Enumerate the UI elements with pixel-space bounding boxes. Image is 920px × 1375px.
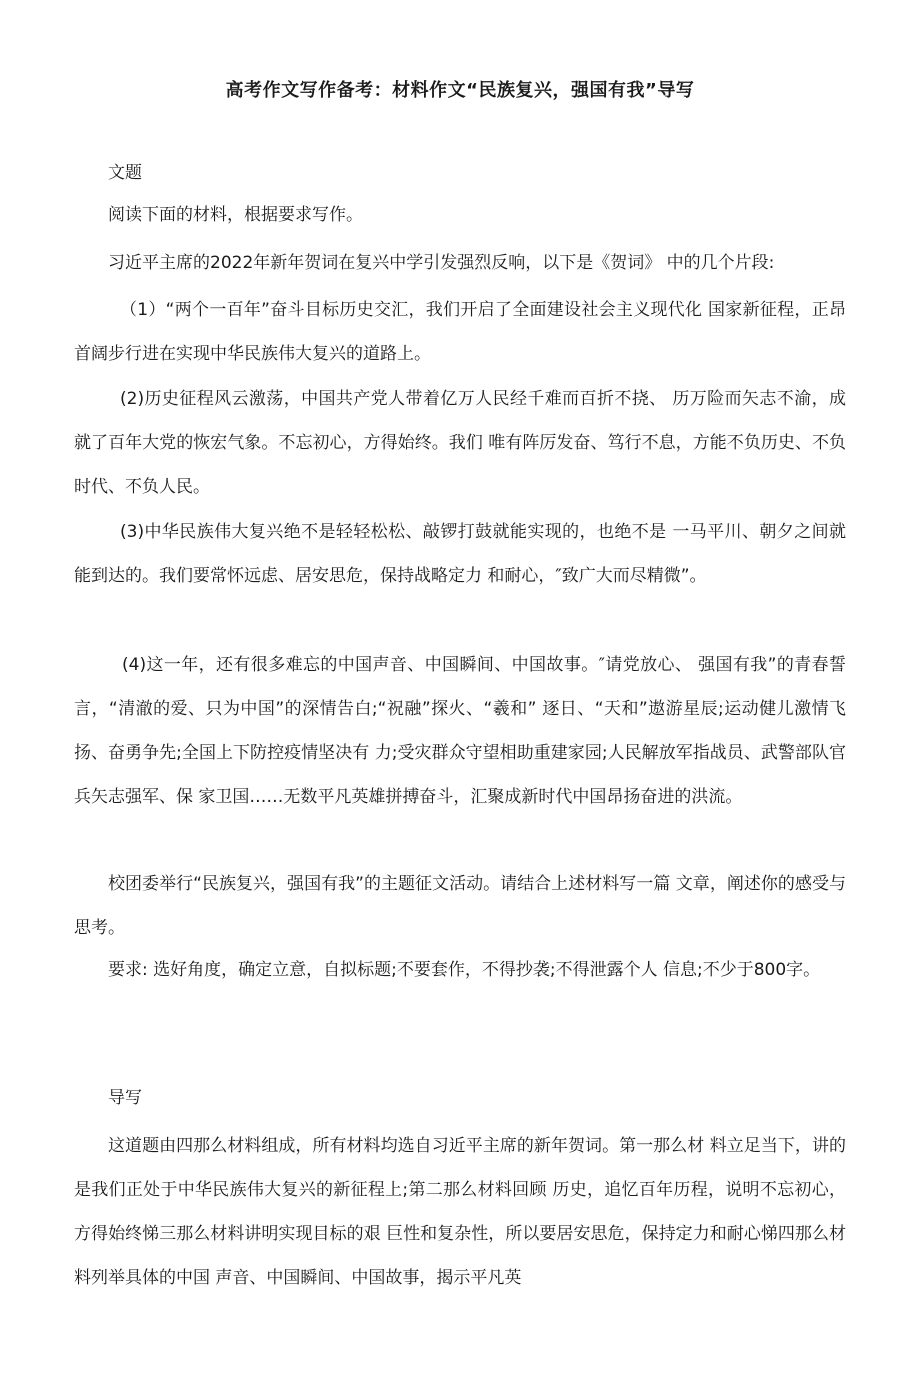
lead-paragraph <box>74 248 846 278</box>
section-heading-daoxie: 导写 <box>108 1088 142 1108</box>
document-title: 高考作文写作备考：材料作文“民族复兴，强国有我”导写 <box>225 80 695 101</box>
intro-paragraph <box>74 200 846 230</box>
task-text: 校团委举行“民族复兴，强国有我”的主题征文活动。请结合上述材料写一篇 文章，阐述你的感受与思考。 <box>74 874 846 938</box>
requirement-text: 要求: 选好角度，确定立意，自拟标题;不要套作，不得抄袭;不得泄露个人 信息;不少于800字。 <box>108 960 821 980</box>
guide-paragraph <box>74 1124 846 1300</box>
excerpt-3-text: (3)中华民族伟大复兴绝不是轻轻松松、敲锣打鼓就能实现的，也绝不是 一马平川、朝夕之间就能到达的。我们要常怀远虑、居安思危，保持战略定力 和耐心，″致广大而尽精微”。 <box>74 522 846 586</box>
excerpt-4 <box>74 643 846 819</box>
guide-text: 这道题由四那么材料组成，所有材料均选自习近平主席的新年贺词。第一那么材 料立足当下，讲的是我们正处于中华民族伟大复兴的新征程上;第二那么材料回顾 历史，追忆百年历程，说明不忘初心，方得始终悌三那么材料讲明实现目标的艰 巨性和复杂性，所以要居安思危，保持定力和耐心悌四那么材料列举具体的中国 声音、中国瞬间、中国故事，揭示平凡英 <box>74 1136 846 1288</box>
excerpt-2 <box>74 377 846 509</box>
excerpt-4-text: (4)这一年，还有很多难忘的中国声音、中国瞬间、中国故事。″请党放心、 强国有我”的青春誓言，“清澈的爱、只为中国”的深情告白;“祝融”探火、“羲和” 逐日、“天和”遨游星辰;运动健儿激情飞扬、奋勇争先;全国上下防控疫情坚决有 力;受灾群众守望相助重建家园;人民解放军指战员、武警部队官兵矢志强军、保 家卫国……无数平凡英雄拼搏奋斗，汇聚成新时代中国昂扬奋进的洪流。 <box>74 655 846 807</box>
task-paragraph <box>74 862 846 950</box>
intro-text: 阅读下面的材料，根据要求写作。 <box>108 205 363 225</box>
excerpt-1-text: （1）“两个一百年”奋斗目标历史交汇，我们开启了全面建设社会主义现代化 国家新征程，正昂首阔步行进在实现中华民族伟大复兴的道路上。 <box>74 300 846 364</box>
section-heading-wenti: 文题 <box>108 163 142 183</box>
excerpt-1 <box>74 288 846 376</box>
excerpt-3 <box>74 510 846 598</box>
excerpt-2-text: (2)历史征程风云激荡，中国共产党人带着亿万人民经千难而百折不挠、 历万险而矢志不渝，成就了百年大党的恢宏气象。不忘初心，方得始终。我们 唯有阵厉发奋、笃行不息，方能不负历史、不负时代、不负人民。 <box>74 389 846 497</box>
lead-text: 习近平主席的2022年新年贺词在复兴中学引发强烈反响，以下是《贺词》 中的几个片段: <box>108 253 775 273</box>
requirement-paragraph <box>74 948 846 992</box>
